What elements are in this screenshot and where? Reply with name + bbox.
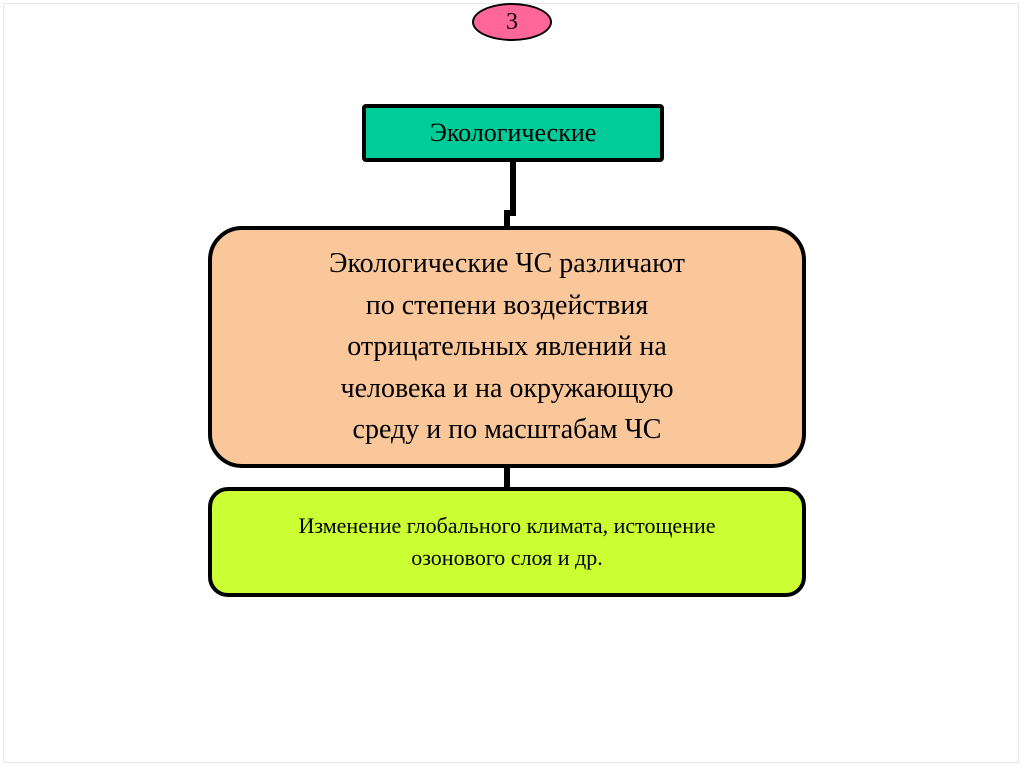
description-text: Экологические ЧС различают по степени воздействия отрицательных явлений на человека и на окружающую среду и по масштабам ЧС [328, 248, 685, 446]
category-label: Экологические [429, 118, 597, 147]
slide-number-badge [472, 3, 552, 41]
example-box [208, 487, 806, 597]
slide-number: 3 [506, 8, 518, 35]
connector-line [504, 466, 510, 489]
category-box-ecological [362, 104, 664, 162]
description-box [208, 226, 806, 468]
connector-line [510, 162, 516, 212]
example-text: Изменение глобального климата, истощение озонового слоя и др. [298, 513, 716, 570]
